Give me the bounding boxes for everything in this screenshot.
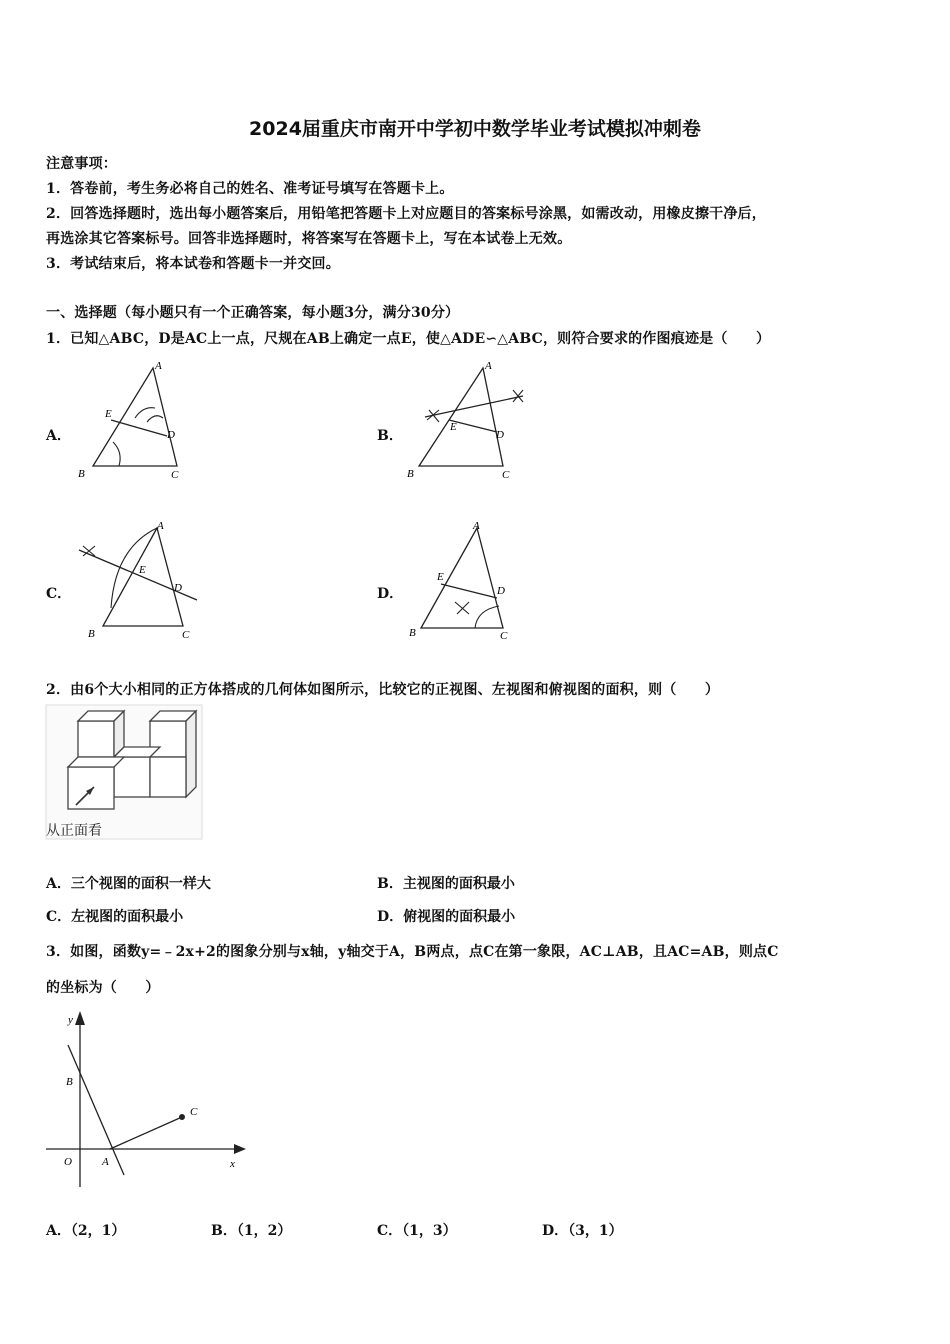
- q3-stem-line2: 的坐标为（ ）: [46, 980, 160, 996]
- label-d: D: [174, 582, 182, 594]
- q2-option-d[interactable]: D．俯视图的面积最小: [377, 909, 516, 925]
- label-e: E: [139, 564, 146, 576]
- figure-caption: 从正面看: [46, 823, 102, 839]
- q1-figure-a: [75, 360, 195, 485]
- notes-item-1: 1．答卷前，考生务必将自己的姓名、准考证号填写在答题卡上。: [46, 181, 454, 197]
- label-a: A: [485, 360, 492, 372]
- q3-option-d[interactable]: D．（3，1）: [542, 1223, 623, 1239]
- label-b: B: [407, 468, 414, 480]
- point-b-label: B: [66, 1076, 73, 1088]
- origin-label: O: [64, 1156, 72, 1168]
- label-a: A: [155, 360, 162, 372]
- q1-figure-c: [75, 518, 205, 643]
- notes-heading: 注意事项：: [46, 156, 117, 172]
- notes-item-2a: 2．回答选择题时，选出每小题答案后，用铅笔把答题卡上对应题目的答案标号涂黑，如需改动，用橡皮擦干净后，: [46, 206, 766, 222]
- q1-option-d[interactable]: D．: [377, 586, 404, 602]
- label-c: C: [182, 629, 190, 641]
- axis-x: x: [230, 1158, 235, 1170]
- q2-option-a[interactable]: A．三个视图的面积一样大: [46, 876, 211, 892]
- page-title: 2024届重庆市南开中学初中数学毕业考试模拟冲刺卷: [249, 118, 701, 140]
- label-a: A: [157, 520, 164, 532]
- label-e: E: [105, 408, 112, 420]
- label-b: B: [88, 628, 95, 640]
- point-a-label: A: [102, 1156, 109, 1168]
- label-e: E: [437, 571, 444, 583]
- label-e: E: [450, 421, 457, 433]
- q2-option-c[interactable]: C．左视图的面积最小: [46, 909, 184, 925]
- label-d: D: [497, 585, 505, 597]
- q3-coordinate-figure: [46, 1005, 256, 1195]
- section-heading: 一、选择题（每小题只有一个正确答案，每小题3分，满分30分）: [46, 305, 460, 321]
- q2-option-b[interactable]: B．主视图的面积最小: [377, 876, 515, 892]
- q1-option-a[interactable]: A．: [46, 428, 71, 444]
- label-c: C: [502, 469, 510, 481]
- point-c-label: C: [190, 1106, 198, 1118]
- label-c: C: [171, 469, 179, 481]
- label-c: C: [500, 630, 508, 642]
- label-b: B: [78, 468, 85, 480]
- label-a: A: [473, 520, 480, 532]
- q2-cube-figure: [46, 705, 206, 840]
- q1-option-b[interactable]: B．: [377, 428, 403, 444]
- label-d: D: [167, 429, 175, 441]
- axis-y: y: [68, 1014, 73, 1026]
- q3-option-a[interactable]: A．（2，1）: [46, 1223, 126, 1239]
- notes-item-3: 3．考试结束后，将本试卷和答题卡一并交回。: [46, 256, 340, 272]
- label-b: B: [409, 627, 416, 639]
- q2-stem: 2．由6个大小相同的正方体搭成的几何体如图所示，比较它的正视图、左视图和俯视图的面积，则（ ）: [46, 682, 720, 698]
- notes-item-2b: 再选涂其它答案标号。回答非选择题时，将答案写在答题卡上，写在本试卷上无效。: [46, 231, 572, 247]
- q3-option-b[interactable]: B．（1，2）: [211, 1223, 292, 1239]
- q3-option-c[interactable]: C．（1，3）: [377, 1223, 457, 1239]
- q1-figure-d: [405, 518, 535, 643]
- label-d: D: [496, 429, 504, 441]
- q1-option-c[interactable]: C．: [46, 586, 72, 602]
- q1-figure-b: [405, 360, 535, 485]
- q3-stem-line1: 3．如图，函数y=﹣2x+2的图象分别与x轴，y轴交于A，B两点，点C在第一象限，AC⊥AB，且AC=AB，则点C: [46, 944, 779, 960]
- q1-stem: 1．已知△ABC，D是AC上一点，尺规在AB上确定一点E，使△ADE∽△ABC，则符合要求的作图痕迹是（ ）: [46, 331, 771, 347]
